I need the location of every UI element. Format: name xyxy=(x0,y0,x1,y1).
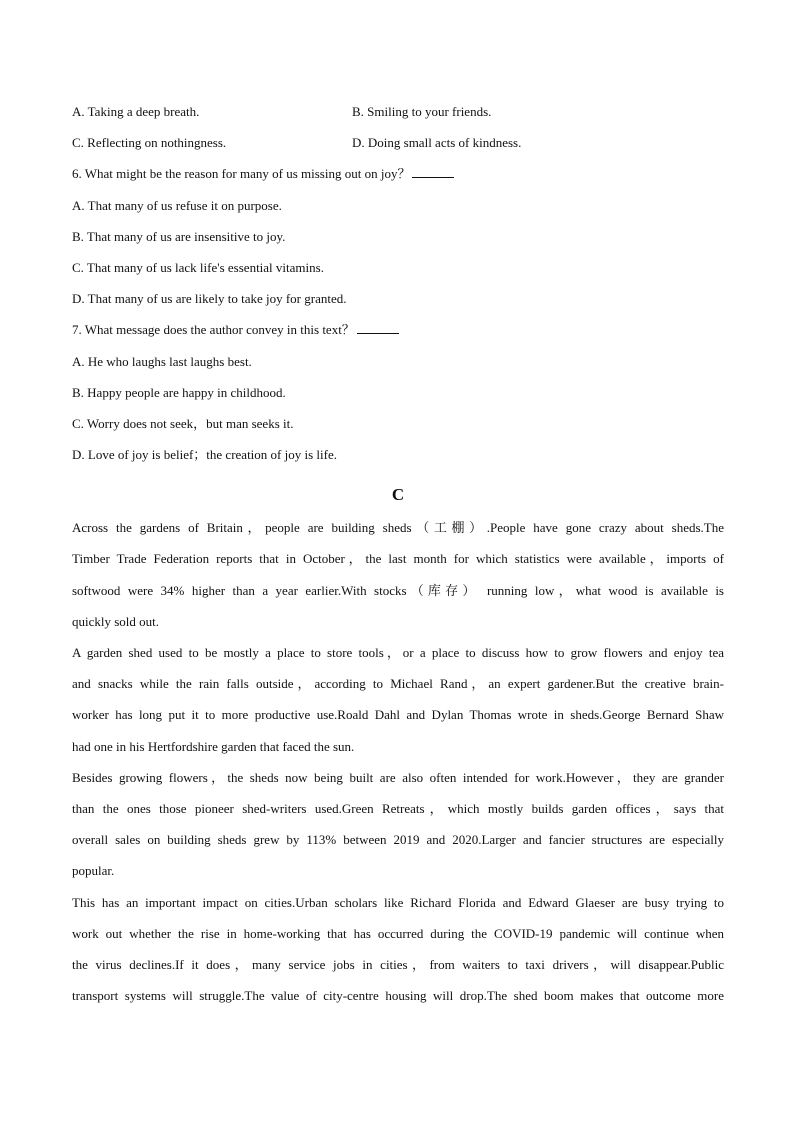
paragraph-line: transport systems will struggle.The value of city-centre housing will drop.The shed boom makes that outcome more xyxy=(72,988,724,1004)
q7-question xyxy=(72,319,724,350)
q5-options-row-1 xyxy=(72,101,724,132)
q5-option-d: D. Doing small acts of kindness. xyxy=(352,135,522,151)
paragraph-line: Besides growing flowers，the sheds now being built are also often intended for work.However，they are grander xyxy=(72,769,724,785)
paragraph-1 xyxy=(72,517,724,642)
paragraph-line: Timber Trade Federation reports that in October，the last month for which statistics were available，imports of xyxy=(72,551,724,567)
section-heading: C xyxy=(391,485,405,505)
document-page xyxy=(72,101,724,1016)
paragraph-line: and snacks while the rain falls outside，according to Michael Rand，an expert gardener.But the creative brain- xyxy=(72,676,724,692)
paragraph-line: worker has long put it to more productive use.Roald Dahl and Dylan Thomas wrote in sheds.George Bernard Shaw xyxy=(72,707,724,723)
paragraph-2 xyxy=(72,642,724,767)
q7-option-b: B. Happy people are happy in childhood. xyxy=(72,384,286,400)
q6-option-a: A. That many of us refuse it on purpose. xyxy=(72,197,282,213)
q5-option-c: C. Reflecting on nothingness. xyxy=(72,135,227,151)
q5-options-row-2 xyxy=(72,132,724,163)
q7-option-d: D. Love of joy is belief；the creation of joy is life. xyxy=(72,447,337,463)
q6-option-d: D. That many of us are likely to take joy for granted. xyxy=(72,291,347,307)
q6-answer-blank[interactable] xyxy=(412,163,454,178)
paragraph-line: overall sales on building sheds grew by 113% between 2019 and 2020.Larger and fancier structures are especially xyxy=(72,832,724,848)
q6-question-text: 6. What might be the reason for many of us missing out on joy？ xyxy=(72,166,411,182)
q7-answer-blank[interactable] xyxy=(357,319,399,334)
paragraph-line: quickly sold out. xyxy=(72,613,160,629)
paragraph-line: the virus declines.If it does，many service jobs in cities，from waiters to taxi drivers，will disappear.Public xyxy=(72,956,724,972)
q5-option-b: B. Smiling to your friends. xyxy=(352,104,492,119)
q7-question-text: 7. What message does the author convey in this text？ xyxy=(72,322,355,338)
q7-option-c: C. Worry does not seek，but man seeks it. xyxy=(72,415,294,431)
paragraph-line: A garden shed used to be mostly a place to store tools，or a place to discuss how to grow flowers and enjoy tea xyxy=(72,645,725,660)
q6-question xyxy=(72,163,724,194)
paragraph-line: Across the gardens of Britain，people are building sheds（工棚）.People have gone crazy about sheds.The xyxy=(72,520,724,536)
q7-option-a: A. He who laughs last laughs best. xyxy=(72,353,252,369)
paragraph-line: softwood were 34% higher than a year earlier.With stocks（库存） running low，what wood is available is xyxy=(72,582,724,598)
q5-option-a: A. Taking a deep breath. xyxy=(72,104,200,119)
q6-option-c: C. That many of us lack life's essential vitamins. xyxy=(72,259,324,275)
paragraph-line: work out whether the rise in home-working that has occurred during the COVID-19 pandemic will continue when xyxy=(72,925,724,941)
paragraph-line: popular. xyxy=(72,863,115,879)
paragraph-4 xyxy=(72,892,724,1017)
paragraph-3 xyxy=(72,767,724,892)
paragraph-line: This has an important impact on cities.Urban scholars like Richard Florida and Edward Glaeser are busy trying to xyxy=(72,894,724,910)
paragraph-line: had one in his Hertfordshire garden that faced the sun. xyxy=(72,738,355,754)
q6-option-b: B. That many of us are insensitive to joy. xyxy=(72,228,286,244)
paragraph-line: than the ones those pioneer shed-writers used.Green Retreats，which mostly builds garden offices，says that xyxy=(72,800,724,816)
